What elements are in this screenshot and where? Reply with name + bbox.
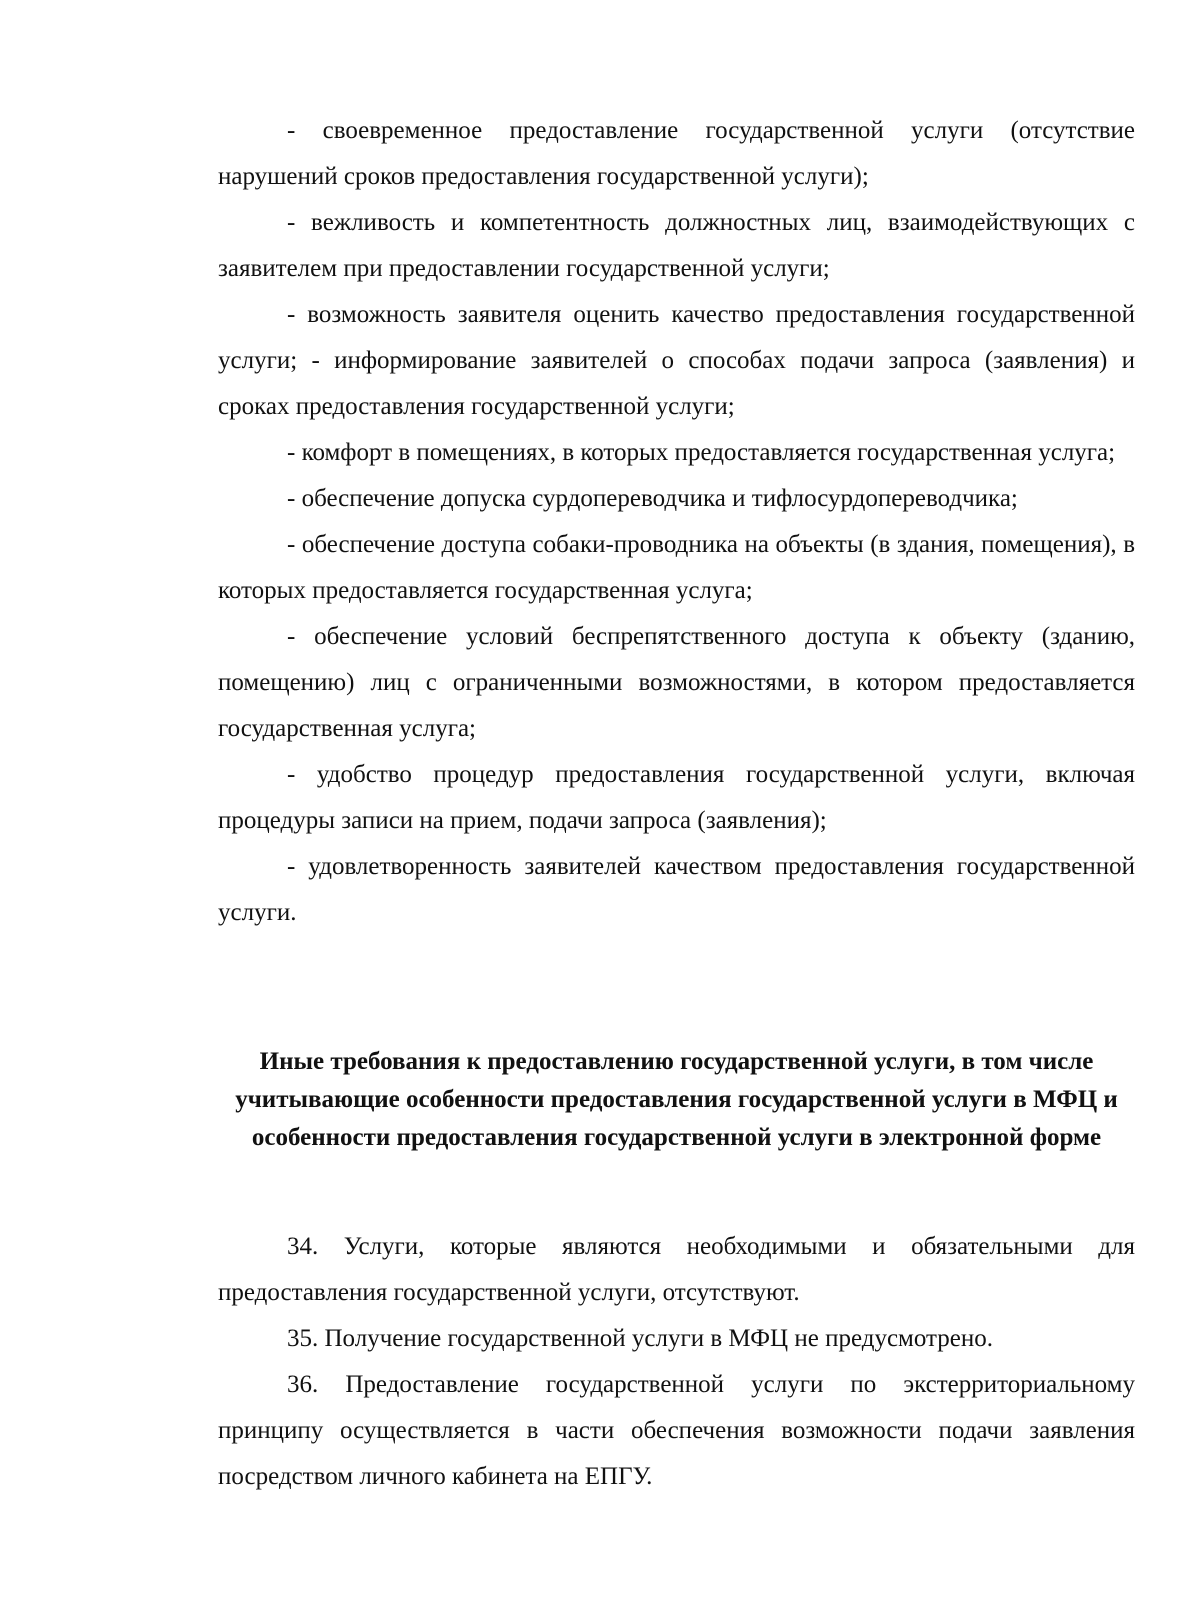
paragraph-34: 34. Услуги, которые являются необходимыми и обязательными для предоставления государственной услуги, отсутствуют. [218,1233,1135,1306]
quality-criteria-list [218,108,1135,936]
section-heading: Иные требования к предоставлению государственной услуги, в том числе учитывающие особенности предоставления государственной услуги в МФЦ и особенности предоставления государственной услуги в электронной форме [235,1048,1118,1151]
list-item-barrier-free-access: - обеспечение условий беспрепятственного доступа к объекту (зданию, помещению) лиц с ограниченными возможностями, в котором предоставляется государственная услуга; [218,623,1135,742]
paragraph-35: 35. Получение государственной услуги в МФЦ не предусмотрено. [287,1325,993,1352]
list-item-timeliness: - своевременное предоставление государственной услуги (отсутствие нарушений сроков предоставления государственной услуги); [218,117,1135,190]
list-item-guide-dog-access: - обеспечение доступа собаки-проводника на объекты (в здания, помещения), в которых предоставляется государственная услуга; [218,531,1135,604]
list-item-comfort: - комфорт в помещениях, в которых предоставляется государственная услуга; [287,439,1116,466]
list-item-politeness: - вежливость и компетентность должностных лиц, взаимодействующих с заявителем при предоставлении государственной услуги; [218,209,1135,282]
list-item-procedure-convenience: - удобство процедур предоставления государственной услуги, включая процедуры записи на прием, подачи запроса (заявления); [218,761,1135,834]
list-item-interpreter-access: - обеспечение допуска сурдопереводчика и тифлосурдопереводчика; [287,485,1018,512]
paragraph-36: 36. Предоставление государственной услуги по экстерриториальному принципу осуществляется в части обеспечения возможности подачи заявления посредством личного кабинета на ЕПГУ. [218,1371,1135,1490]
list-item-quality-assessment: - возможность заявителя оценить качество предоставления государственной услуги; - информирование заявителей о способах подачи запроса (заявления) и сроках предоставления государственной услуги; [218,301,1135,420]
numbered-paragraphs [218,1224,1135,1500]
list-item-satisfaction: - удовлетворенность заявителей качеством предоставления государственной услуги. [218,853,1135,926]
